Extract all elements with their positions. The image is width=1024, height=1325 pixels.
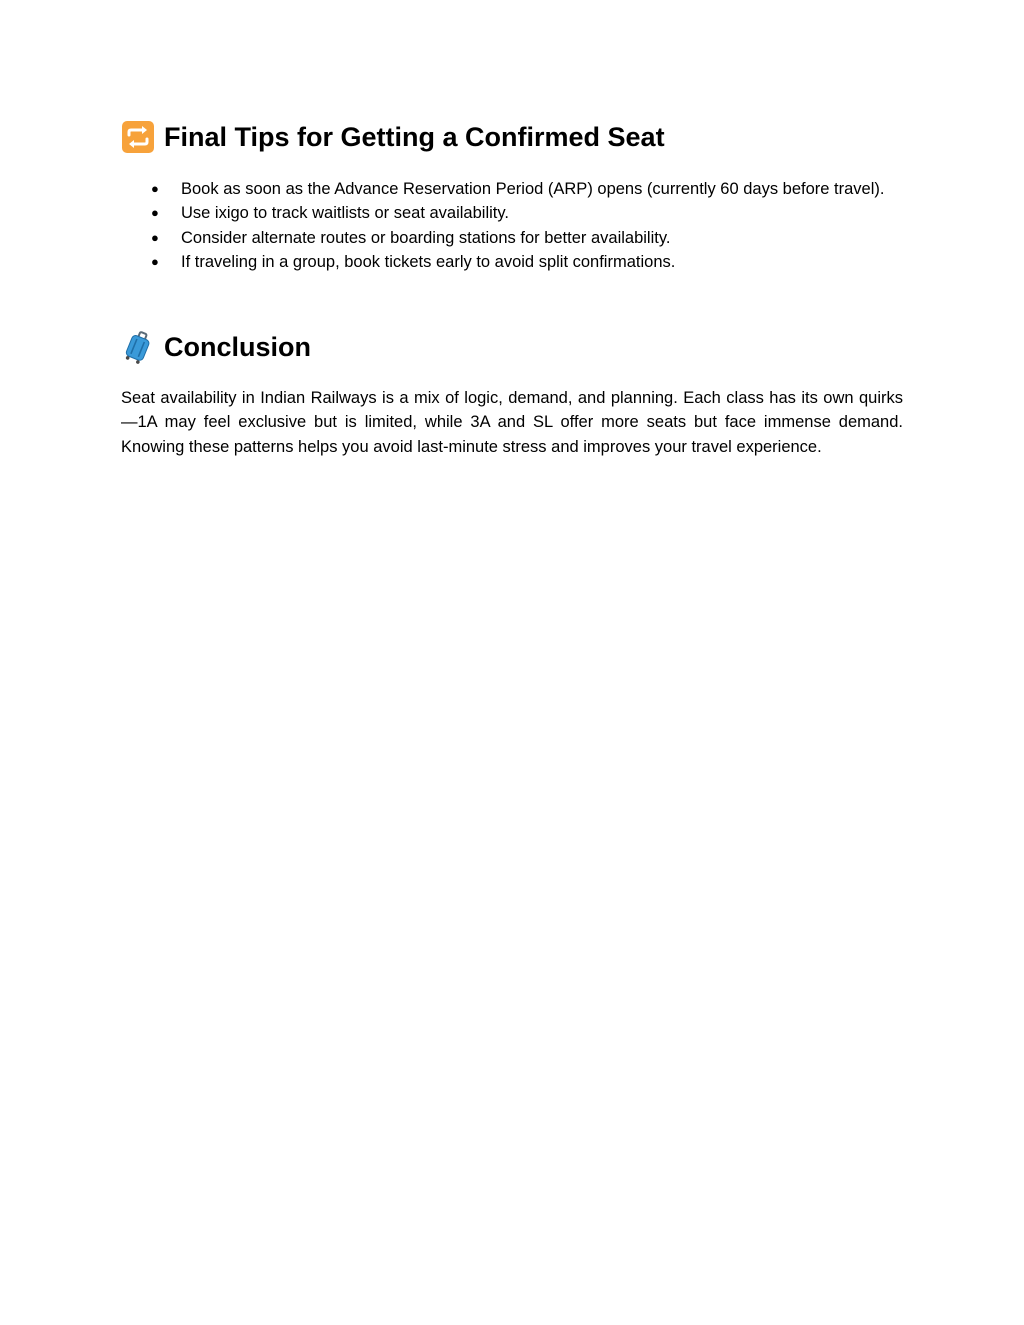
list-item <box>121 177 903 201</box>
conclusion-heading-text: Conclusion <box>164 332 311 362</box>
bullet: ● <box>151 229 159 245</box>
tips-list <box>121 177 903 274</box>
bullet: ● <box>151 181 159 196</box>
list-item <box>121 250 903 274</box>
tip-text: Book as soon as the Advance Reservation Period (ARP) opens (currently 60 days before travel). <box>181 180 885 198</box>
luggage-icon <box>121 330 155 364</box>
bullet: ● <box>151 253 159 269</box>
tips-heading-text: Final Tips for Getting a Confirmed Seat <box>164 122 665 152</box>
conclusion-heading <box>121 330 311 364</box>
conclusion-paragraph: Seat availability in Indian Railways is a mix of logic, demand, and planning. Each class has its own quirks—1A may feel exclusive but is limited, while 3A and SL offer more seats but face immense demand. Knowing these patterns helps you avoid last-minute stress and improves your travel experience. <box>121 389 903 456</box>
bullet: ● <box>151 205 159 221</box>
tip-text: Consider alternate routes or boarding stations for better availability. <box>181 228 671 247</box>
tips-heading <box>121 120 665 154</box>
tip-text: Use ixigo to track waitlists or seat availability. <box>181 204 509 223</box>
list-item <box>121 226 903 250</box>
repeat-arrows-icon <box>121 120 155 154</box>
list-item <box>121 201 903 225</box>
tip-text: If traveling in a group, book tickets early to avoid split confirmations. <box>181 252 676 271</box>
